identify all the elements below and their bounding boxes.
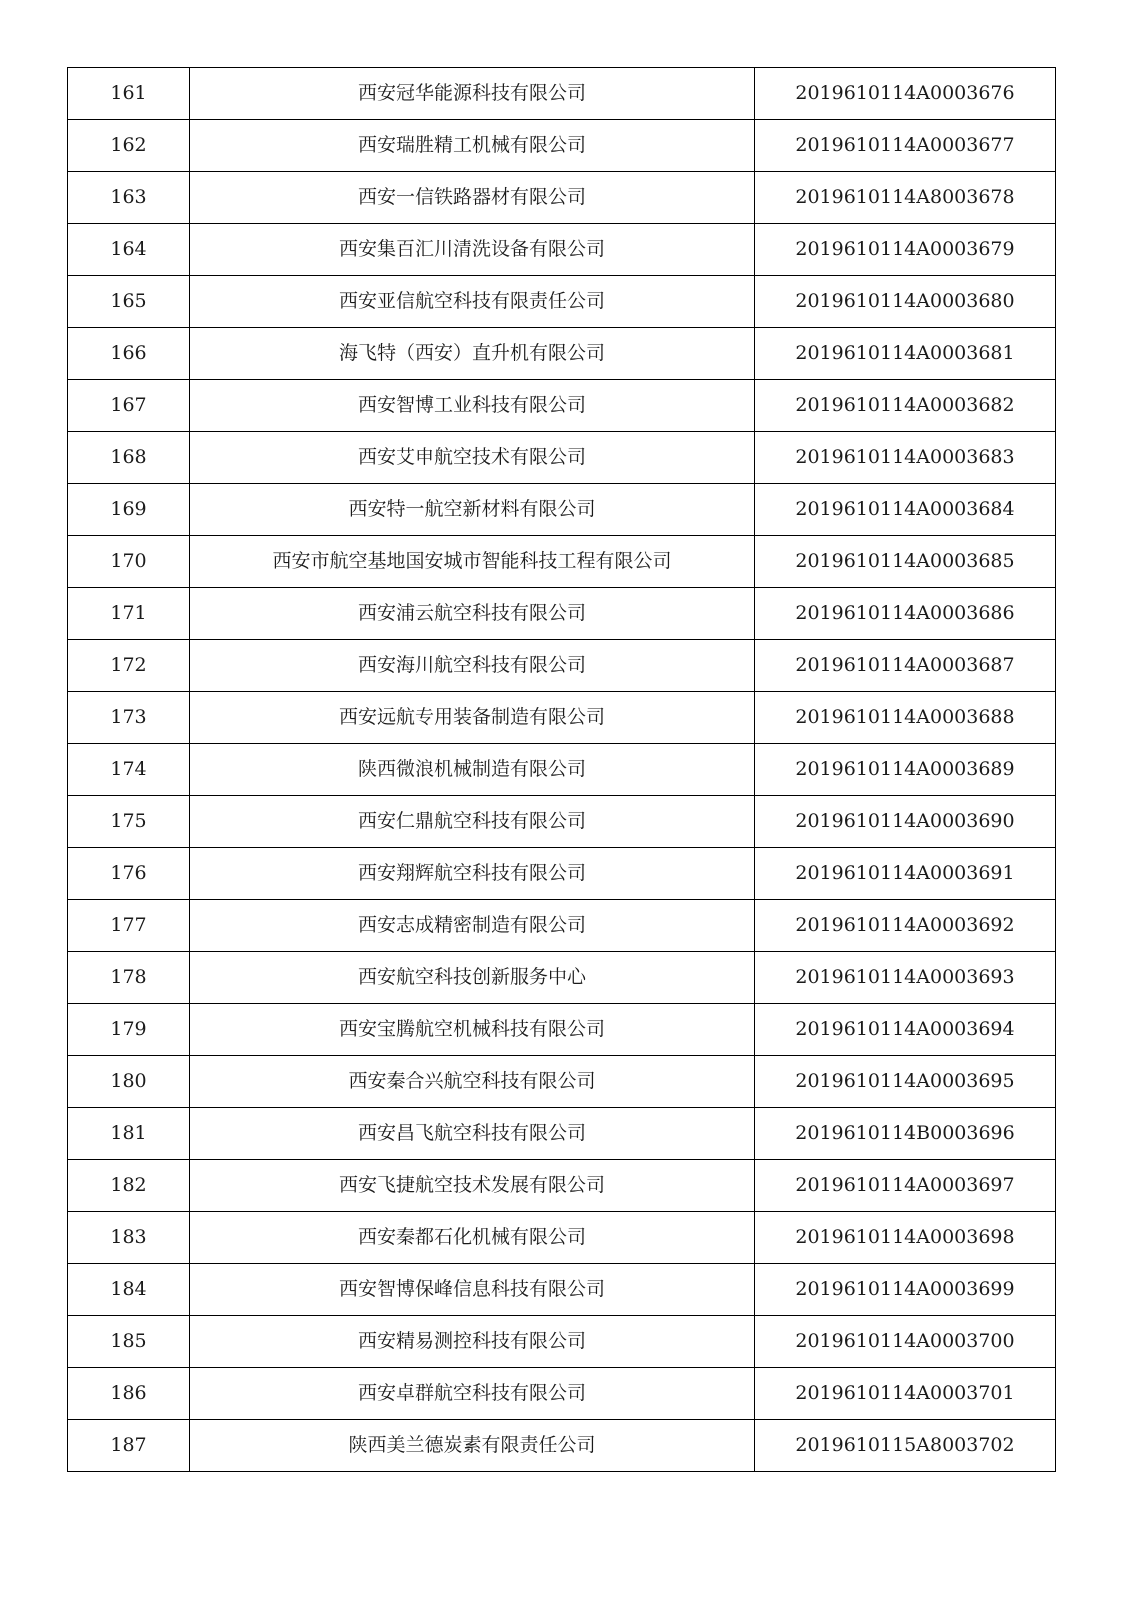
row-index-cell: 167 [68,380,190,432]
registration-code-cell: 2019610114A0003698 [755,1212,1056,1264]
table-row [68,640,1056,692]
table-row [68,68,1056,120]
company-name-cell: 西安冠华能源科技有限公司 [190,68,755,120]
row-index-cell: 174 [68,744,190,796]
registration-code-cell: 2019610114A0003677 [755,120,1056,172]
row-index-cell: 163 [68,172,190,224]
company-name-cell: 西安秦合兴航空科技有限公司 [190,1056,755,1108]
registration-code-cell: 2019610114A0003683 [755,432,1056,484]
table-row [68,484,1056,536]
company-name-cell: 西安浦云航空科技有限公司 [190,588,755,640]
row-index-cell: 173 [68,692,190,744]
table-row [68,1004,1056,1056]
row-index-cell: 185 [68,1316,190,1368]
registration-code-cell: 2019610114A0003679 [755,224,1056,276]
table-row [68,1368,1056,1420]
table-row [68,120,1056,172]
table-row [68,952,1056,1004]
table-row [68,1056,1056,1108]
row-index-cell: 186 [68,1368,190,1420]
table-row [68,900,1056,952]
company-name-cell: 西安智博工业科技有限公司 [190,380,755,432]
registration-code-cell: 2019610114A0003693 [755,952,1056,1004]
company-name-cell: 陕西美兰德炭素有限责任公司 [190,1420,755,1472]
table-row [68,224,1056,276]
row-index-cell: 179 [68,1004,190,1056]
row-index-cell: 176 [68,848,190,900]
row-index-cell: 175 [68,796,190,848]
table-row [68,1160,1056,1212]
company-name-cell: 西安瑞胜精工机械有限公司 [190,120,755,172]
company-name-cell: 西安特一航空新材料有限公司 [190,484,755,536]
row-index-cell: 161 [68,68,190,120]
row-index-cell: 183 [68,1212,190,1264]
registration-code-cell: 2019610114A0003694 [755,1004,1056,1056]
table-row [68,1264,1056,1316]
registry-table [67,67,1056,1472]
row-index-cell: 168 [68,432,190,484]
company-name-cell: 海飞特（西安）直升机有限公司 [190,328,755,380]
table-row [68,848,1056,900]
registration-code-cell: 2019610114A0003680 [755,276,1056,328]
table-row [68,796,1056,848]
company-name-cell: 西安昌飞航空科技有限公司 [190,1108,755,1160]
registration-code-cell: 2019610114A0003684 [755,484,1056,536]
company-name-cell: 西安远航专用装备制造有限公司 [190,692,755,744]
row-index-cell: 171 [68,588,190,640]
table-row [68,744,1056,796]
row-index-cell: 180 [68,1056,190,1108]
row-index-cell: 184 [68,1264,190,1316]
row-index-cell: 166 [68,328,190,380]
registration-code-cell: 2019610114A0003690 [755,796,1056,848]
registration-code-cell: 2019610114A0003691 [755,848,1056,900]
row-index-cell: 172 [68,640,190,692]
company-name-cell: 西安翔辉航空科技有限公司 [190,848,755,900]
row-index-cell: 169 [68,484,190,536]
company-name-cell: 西安航空科技创新服务中心 [190,952,755,1004]
table-row [68,432,1056,484]
company-name-cell: 西安亚信航空科技有限责任公司 [190,276,755,328]
table-row [68,536,1056,588]
row-index-cell: 181 [68,1108,190,1160]
registry-table-body [68,68,1056,1472]
company-name-cell: 西安卓群航空科技有限公司 [190,1368,755,1420]
registration-code-cell: 2019610114A0003700 [755,1316,1056,1368]
table-row [68,1316,1056,1368]
company-name-cell: 西安市航空基地国安城市智能科技工程有限公司 [190,536,755,588]
table-row [68,328,1056,380]
row-index-cell: 164 [68,224,190,276]
company-name-cell: 西安精易测控科技有限公司 [190,1316,755,1368]
registration-code-cell: 2019610114A0003687 [755,640,1056,692]
row-index-cell: 182 [68,1160,190,1212]
table-row [68,588,1056,640]
registration-code-cell: 2019610114A0003689 [755,744,1056,796]
row-index-cell: 178 [68,952,190,1004]
table-row [68,1212,1056,1264]
company-name-cell: 西安秦都石化机械有限公司 [190,1212,755,1264]
registration-code-cell: 2019610114A8003678 [755,172,1056,224]
registration-code-cell: 2019610115A8003702 [755,1420,1056,1472]
company-name-cell: 陕西微浪机械制造有限公司 [190,744,755,796]
company-name-cell: 西安艾申航空技术有限公司 [190,432,755,484]
registration-code-cell: 2019610114B0003696 [755,1108,1056,1160]
company-name-cell: 西安海川航空科技有限公司 [190,640,755,692]
registration-code-cell: 2019610114A0003686 [755,588,1056,640]
company-name-cell: 西安一信铁路器材有限公司 [190,172,755,224]
company-name-cell: 西安仁鼎航空科技有限公司 [190,796,755,848]
registration-code-cell: 2019610114A0003692 [755,900,1056,952]
registration-code-cell: 2019610114A0003695 [755,1056,1056,1108]
registration-code-cell: 2019610114A0003697 [755,1160,1056,1212]
table-row [68,276,1056,328]
row-index-cell: 170 [68,536,190,588]
row-index-cell: 165 [68,276,190,328]
registration-code-cell: 2019610114A0003701 [755,1368,1056,1420]
company-name-cell: 西安飞捷航空技术发展有限公司 [190,1160,755,1212]
row-index-cell: 177 [68,900,190,952]
registration-code-cell: 2019610114A0003699 [755,1264,1056,1316]
table-row [68,1420,1056,1472]
registration-code-cell: 2019610114A0003685 [755,536,1056,588]
registration-code-cell: 2019610114A0003676 [755,68,1056,120]
table-row [68,1108,1056,1160]
table-row [68,380,1056,432]
row-index-cell: 162 [68,120,190,172]
table-row [68,692,1056,744]
registration-code-cell: 2019610114A0003688 [755,692,1056,744]
company-name-cell: 西安志成精密制造有限公司 [190,900,755,952]
company-name-cell: 西安宝腾航空机械科技有限公司 [190,1004,755,1056]
row-index-cell: 187 [68,1420,190,1472]
table-row [68,172,1056,224]
registration-code-cell: 2019610114A0003682 [755,380,1056,432]
company-name-cell: 西安集百汇川清洗设备有限公司 [190,224,755,276]
company-name-cell: 西安智博保峰信息科技有限公司 [190,1264,755,1316]
registration-code-cell: 2019610114A0003681 [755,328,1056,380]
